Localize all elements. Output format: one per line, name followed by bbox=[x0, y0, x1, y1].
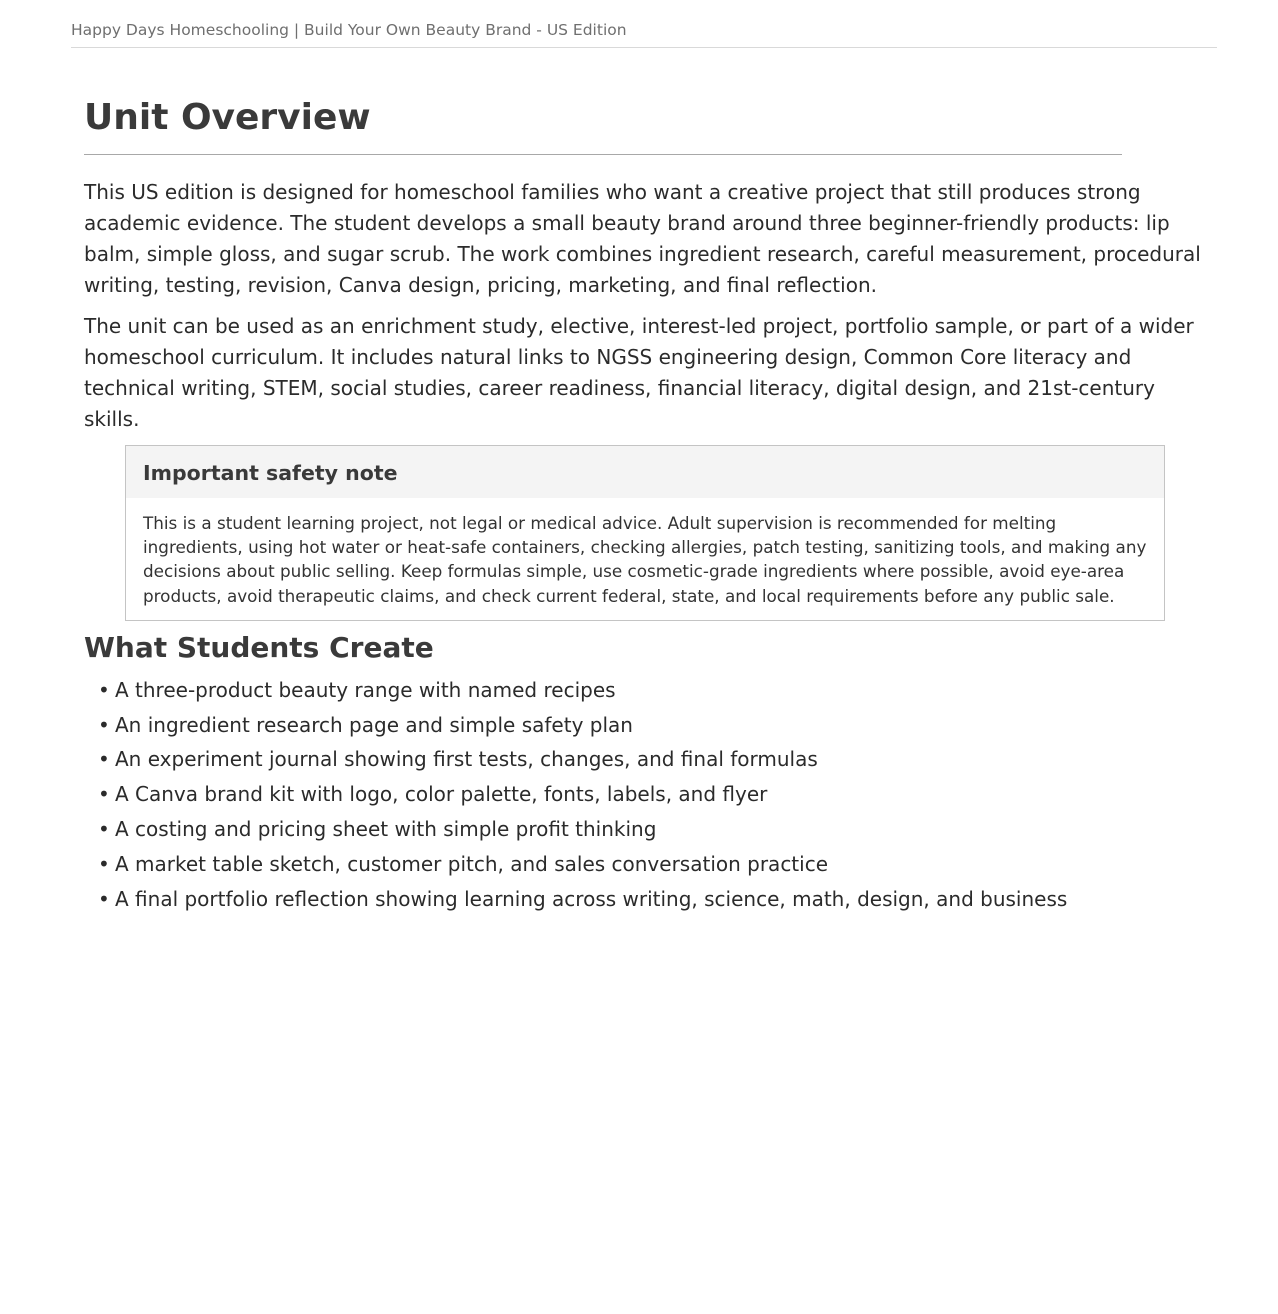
intro-section bbox=[84, 177, 1210, 435]
list-item bbox=[98, 847, 1210, 882]
list-item-text: A costing and pricing sheet with simple profit thinking bbox=[115, 817, 657, 841]
page-content bbox=[84, 92, 1210, 916]
intro-paragraph: The unit can be used as an enrichment study, elective, interest-led project, portfolio sample, or part of a wider homeschool curriculum. It includes natural links to NGSS engineering design, Common Core literacy and technical writing, STEM, social studies, career readiness, financial literacy, digital design, and 21st-century skills. bbox=[84, 314, 1194, 431]
list-item-text: A final portfolio reflection showing learning across writing, science, math, design, and business bbox=[115, 886, 1068, 911]
list-item bbox=[98, 742, 1210, 777]
bullet-icon: • bbox=[98, 886, 110, 911]
page-title: Unit Overview bbox=[84, 92, 1122, 155]
intro-paragraph: This US edition is designed for homeschool families who want a creative project that still produces strong academic evidence. The student develops a small beauty brand around three beginner-friendly products: lip balm, simple gloss, and sugar scrub. The work combines ingredient research, careful measurement, procedural writing, testing, revision, Canva design, pricing, marketing, and final reflection. bbox=[84, 180, 1201, 297]
list-item-text: A Canva brand kit with logo, color palette, fonts, labels, and flyer bbox=[115, 782, 768, 807]
running-header bbox=[71, 20, 1217, 48]
section-title: What Students Create bbox=[84, 630, 434, 664]
list-item bbox=[98, 708, 1210, 743]
list-item-text: A three-product beauty range with named recipes bbox=[115, 677, 616, 702]
bullet-icon: • bbox=[98, 782, 110, 807]
safety-note-box bbox=[125, 445, 1165, 621]
list-item bbox=[98, 777, 1210, 812]
safety-note-body: This is a student learning project, not legal or medical advice. Adult supervision is recommended for melting ingredients, using hot water or heat-safe containers, checking allergies, patch testing, sanitizing tools, and making any decisions about public selling. Keep formulas simple, use cosmetic-grade ingredients where possible, avoid eye-area products, avoid therapeutic claims, and check current federal, state, and local requirements before any public sale. bbox=[143, 513, 1147, 606]
safety-note-heading: Important safety note bbox=[126, 446, 1164, 498]
running-header-text: Happy Days Homeschooling | Build Your Own Beauty Brand - US Edition bbox=[71, 21, 627, 39]
list-item-text: An ingredient research page and simple safety plan bbox=[115, 712, 633, 737]
bullet-icon: • bbox=[98, 677, 110, 702]
list-item bbox=[98, 882, 1210, 917]
list-item-text: An experiment journal showing first tests, changes, and final formulas bbox=[115, 747, 818, 772]
list-item bbox=[98, 673, 1210, 708]
bullet-icon: • bbox=[98, 747, 110, 772]
list-item-text: A market table sketch, customer pitch, and sales conversation practice bbox=[115, 851, 829, 876]
list-item bbox=[98, 812, 1210, 847]
bullet-icon: • bbox=[98, 851, 110, 876]
bullet-icon: • bbox=[98, 712, 110, 737]
create-list bbox=[84, 673, 1210, 917]
bullet-icon: • bbox=[98, 817, 110, 841]
